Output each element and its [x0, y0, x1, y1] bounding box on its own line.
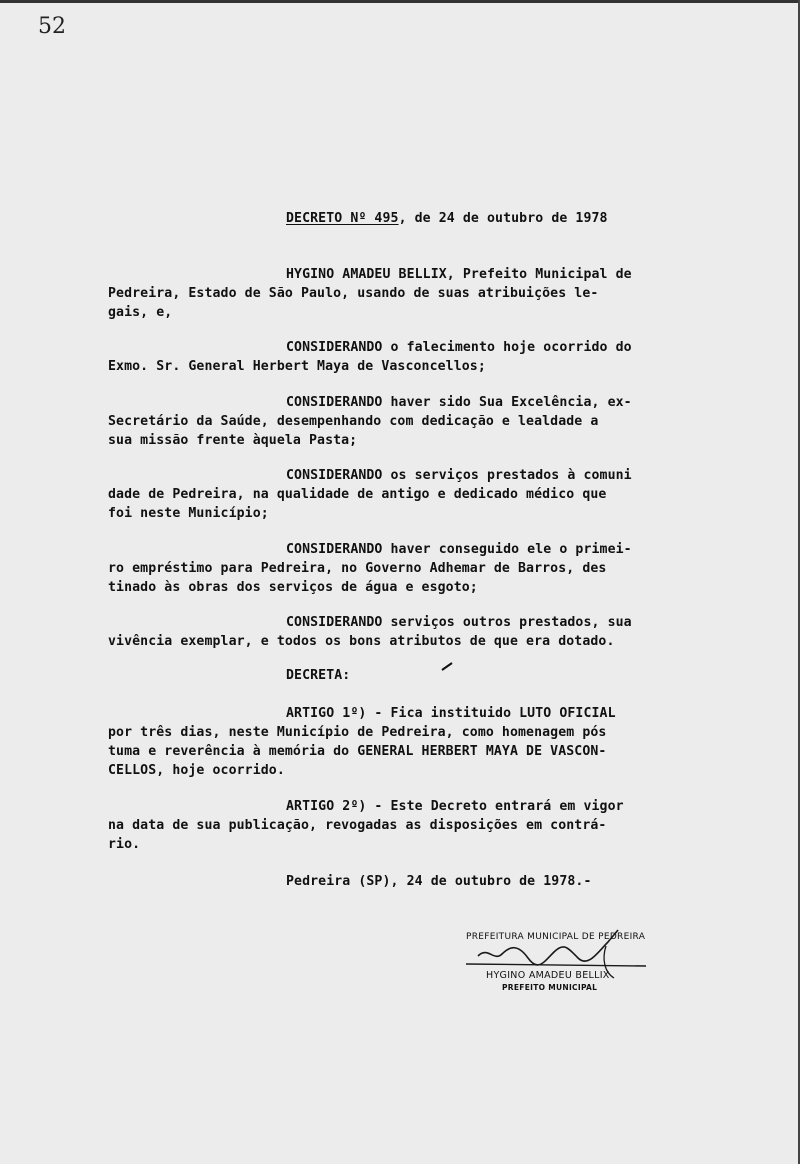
artigo-1-line-4: CELLOS, hoje ocorrido. [108, 763, 285, 778]
considerando-3-line-1: CONSIDERANDO os serviços prestados à comuni [286, 468, 632, 483]
preamble-line-2: Pedreira, Estado de São Paulo, usando de suas atribuições le- [108, 286, 599, 301]
closing-place-date: Pedreira (SP), 24 de outubro de 1978.- [286, 874, 592, 889]
artigo-1-line-1: ARTIGO 1º) - Fica instituido LUTO OFICIAL [286, 706, 616, 721]
preamble-line-3: gais, e, [108, 305, 173, 320]
considerando-4-line-3: tinado às obras dos serviços de água e esgoto; [108, 580, 478, 595]
considerando-3-line-2: dade de Pedreira, na qualidade de antigo e dedicado médico que [108, 487, 607, 502]
stamp-name: HYGINO AMADEU BELLIX [486, 970, 610, 981]
artigo-2-line-3: rio. [108, 837, 141, 852]
preamble-line-1: HYGINO AMADEU BELLIX, Prefeito Municipal de [286, 267, 632, 282]
considerando-5-line-2: vivência exemplar, e todos os bons atributos de que era dotado. [108, 634, 615, 649]
decree-number: DECRETO Nº 495 [286, 211, 399, 226]
considerando-4-line-2: ro empréstimo para Pedreira, no Governo Adhemar de Barros, des [108, 561, 607, 576]
considerando-5-line-1: CONSIDERANDO serviços outros prestados, sua [286, 615, 632, 630]
page-number: 52 [38, 14, 66, 39]
stamp-prefeitura: PREFEITURA MUNICIPAL DE PEDREIRA [466, 932, 646, 942]
scan-top-border [0, 0, 800, 3]
decree-date: , de 24 de outubro de 1978 [398, 211, 608, 226]
considerando-2-line-2: Secretário da Saúde, desempenhando com dedicação e lealdade a [108, 414, 599, 429]
artigo-1-line-2: por três dias, neste Município de Pedreira, como homenagem pós [108, 725, 607, 740]
artigo-1-line-3: tuma e reverência à memória do GENERAL HERBERT MAYA DE VASCON- [108, 744, 607, 759]
considerando-3-line-3: foi neste Município; [108, 506, 269, 521]
stamp-role: PREFEITO MUNICIPAL [502, 983, 598, 992]
artigo-2-line-1: ARTIGO 2º) - Este Decreto entrará em vigor [286, 799, 624, 814]
artigo-2-line-2: na data de sua publicação, revogadas as disposições em contrá- [108, 818, 607, 833]
decree-title [286, 208, 608, 229]
considerando-1-line-2: Exmo. Sr. General Herbert Maya de Vasconcellos; [108, 359, 486, 374]
considerando-4-line-1: CONSIDERANDO haver conseguido ele o primei- [286, 542, 632, 557]
decreta-heading: DECRETA: [286, 668, 351, 683]
considerando-2-line-3: sua missão frente àquela Pasta; [108, 433, 358, 448]
scan-mark [440, 660, 456, 672]
considerando-2-line-1: CONSIDERANDO haver sido Sua Excelência, ex- [286, 395, 632, 410]
considerando-1-line-1: CONSIDERANDO o falecimento hoje ocorrido do [286, 340, 632, 355]
